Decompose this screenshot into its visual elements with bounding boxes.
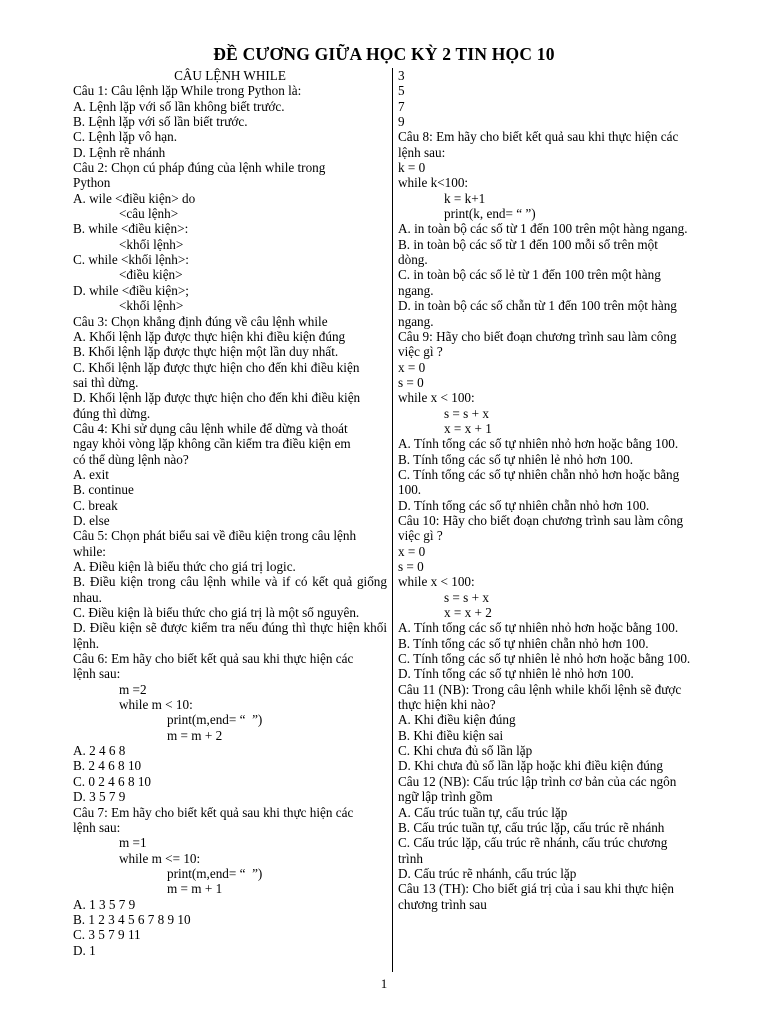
text-line: D. Tính tổng các số tự nhiên lẻ nhỏ hơn 100.	[398, 666, 634, 682]
right-column	[398, 68, 714, 912]
text-line: C. break	[73, 497, 118, 513]
text-line: m = m + 2	[167, 727, 223, 743]
text-line: while:	[73, 543, 106, 559]
text-line: m =2	[119, 681, 147, 697]
text-line: x = x + 1	[444, 420, 492, 436]
text-line: C. 0 2 4 6 8 10	[73, 773, 152, 789]
text-line: B. Tính tổng các số tự nhiên chẵn nhỏ hơn 100.	[398, 635, 649, 651]
text-line: lệnh sau:	[73, 666, 121, 682]
text-line: Câu 8: Em hãy cho biết kết quả sau khi thực hiện các	[398, 129, 679, 145]
text-line: <khối lệnh>	[119, 236, 184, 252]
text-line: C. Khối lệnh lặp được thực hiện cho đến khi điều kiện	[73, 359, 360, 375]
text-line: dòng.	[398, 252, 428, 268]
text-line: Câu 1: Câu lệnh lặp While trong Python là:	[73, 83, 302, 99]
text-line: A. exit	[73, 466, 109, 482]
text-line: D. Lệnh rẽ nhánh	[73, 144, 166, 160]
text-line: A. in toàn bộ các số từ 1 đến 100 trên một hàng ngang.	[398, 221, 688, 237]
text-line: ngay khỏi vòng lặp không cần kiểm tra điều kiện em	[73, 436, 351, 452]
text-line: Câu 4: Khi sử dụng câu lệnh while để dừng và thoát	[73, 420, 348, 436]
text-line: while k<100:	[398, 175, 469, 191]
text-line: 9	[398, 114, 405, 130]
text-line: C. Tính tổng các số tự nhiên lẻ nhỏ hơn hoặc bằng 100.	[398, 651, 691, 667]
text-line: sai thì dừng.	[73, 374, 139, 390]
column-divider	[392, 68, 393, 972]
text-line: C. Tính tổng các số tự nhiên chẵn nhỏ hơn hoặc bằng	[398, 466, 680, 482]
text-line: x = x + 2	[444, 605, 492, 621]
text-line: Câu 11 (NB): Trong câu lệnh while khối lệnh sẽ được	[398, 681, 682, 697]
text-line: A. Cấu trúc tuần tự, cấu trúc lặp	[398, 804, 568, 820]
text-line: B. Tính tổng các số tự nhiên lẻ nhỏ hơn 100.	[398, 451, 634, 467]
text-line: C. Điều kiện là biểu thức cho giá trị là một số nguyên.	[73, 605, 360, 621]
text-line: A. Lệnh lặp với số lần không biết trước.	[73, 98, 285, 114]
text-line: D. 1	[73, 942, 96, 958]
text-line: CÂU LỆNH WHILE	[174, 68, 286, 83]
text-line: trình	[398, 850, 423, 866]
text-line: C. while <khối lệnh>:	[73, 252, 189, 268]
text-line: Câu 12 (NB): Cấu trúc lập trình cơ bản của các ngôn	[398, 773, 677, 789]
text-line: A. Điều kiện là biểu thức cho giá trị logic.	[73, 559, 296, 574]
text-line: s = 0	[398, 559, 424, 574]
text-line: x = 0	[398, 359, 426, 375]
text-line: Câu 10: Hãy cho biết đoạn chương trình sau làm công	[398, 512, 684, 528]
text-line: D. else	[73, 512, 110, 528]
text-line: <điều kiện>	[119, 267, 183, 283]
text-line: B. Điều kiện trong câu lệnh while và if có kết quả giống nhau.	[73, 574, 387, 605]
text-line: A. Khi điều kiện đúng	[398, 712, 516, 728]
text-line: Câu 5: Chọn phát biểu sai về điều kiện trong câu lệnh	[73, 528, 357, 544]
text-line: C. in toàn bộ các số lẻ từ 1 đến 100 trên một hàng	[398, 267, 661, 283]
text-line: k = k+1	[444, 190, 486, 206]
text-line: B. Khi điều kiện sai	[398, 727, 504, 743]
text-line: while x < 100:	[398, 574, 475, 590]
text-line: 3	[398, 68, 405, 83]
text-line: s = s + x	[444, 405, 489, 421]
text-line: while x < 100:	[398, 390, 475, 406]
text-line: A. wile <điều kiện> do	[73, 190, 196, 206]
text-line: B. in toàn bộ các số từ 1 đến 100 mỗi số trên một	[398, 236, 658, 252]
text-line: x = 0	[398, 543, 426, 559]
text-line: B. Cấu trúc tuần tự, cấu trúc lặp, cấu trúc rẽ nhánh	[398, 819, 665, 835]
text-line: lệnh sau:	[73, 819, 121, 835]
text-line: D. Khi chưa đủ số lần lặp hoặc khi điều kiện đúng	[398, 758, 663, 774]
text-line: Câu 7: Em hãy cho biết kết quả sau khi thực hiện các	[73, 804, 354, 820]
text-line: A. Tính tổng các số tự nhiên nhỏ hơn hoặc bằng 100.	[398, 436, 679, 452]
text-line: Câu 3: Chọn khẳng định đúng về câu lệnh while	[73, 313, 328, 329]
text-line: D. Khối lệnh lặp được thực hiện cho đến khi điều kiện	[73, 390, 361, 406]
text-line: việc gì ?	[398, 528, 443, 544]
text-line: m = m + 1	[167, 881, 223, 897]
text-line: C. Lệnh lặp vô hạn.	[73, 129, 178, 145]
text-line: 100.	[398, 482, 422, 498]
text-line: A. 2 4 6 8	[73, 743, 126, 759]
page-title: ĐỀ CƯƠNG GIỮA HỌC KỲ 2 TIN HỌC 10	[213, 44, 555, 64]
text-line: A. Tính tổng các số tự nhiên nhỏ hơn hoặc bằng 100.	[398, 620, 679, 636]
text-line: D. in toàn bộ các số chẵn từ 1 đến 100 trên một hàng	[398, 298, 677, 314]
text-line: m =1	[119, 835, 147, 851]
text-line: Câu 6: Em hãy cho biết kết quả sau khi thực hiện các	[73, 651, 354, 667]
text-line: chương trình sau	[398, 896, 487, 912]
text-line: print(m,end= “ ”)	[167, 865, 263, 881]
left-column	[73, 68, 387, 958]
text-line: D. Điều kiện sẽ được kiểm tra nếu đúng thì thực hiện khối lệnh.	[73, 620, 387, 651]
text-line: B. 2 4 6 8 10	[73, 758, 142, 774]
text-line: s = 0	[398, 374, 424, 390]
text-line: việc gì ?	[398, 344, 443, 360]
text-line: print(k, end= “ ”)	[444, 206, 536, 222]
text-line: B. 1 2 3 4 5 6 7 8 9 10	[73, 911, 191, 927]
text-line: while m < 10:	[119, 697, 193, 713]
text-line: D. Cấu trúc rẽ nhánh, cấu trúc lặp	[398, 865, 577, 881]
text-line: k = 0	[398, 160, 426, 176]
text-line: D. while <điều kiện>;	[73, 282, 189, 298]
text-line: A. Khối lệnh lặp được thực hiện khi điều kiện đúng	[73, 328, 346, 344]
text-line: Câu 2: Chọn cú pháp đúng của lệnh while trong	[73, 160, 326, 176]
text-line: đúng thì dừng.	[73, 405, 151, 421]
text-line: <khối lệnh>	[119, 298, 184, 314]
text-line: ngang.	[398, 282, 434, 298]
text-line: 5	[398, 83, 405, 99]
text-line: C. Cấu trúc lặp, cấu trúc rẽ nhánh, cấu trúc chương	[398, 835, 668, 851]
text-line: B. Khối lệnh lặp được thực hiện một lần duy nhất.	[73, 344, 339, 360]
page-number: 1	[380, 976, 388, 991]
text-line: có thể dùng lệnh nào?	[73, 451, 189, 467]
text-line: print(m,end= “ ”)	[167, 712, 263, 728]
text-line: ngữ lập trình gồm	[398, 789, 493, 805]
text-line: 7	[398, 98, 405, 114]
text-line: C. 3 5 7 9 11	[73, 927, 141, 943]
text-line: C. Khi chưa đủ số lần lặp	[398, 743, 533, 759]
text-line: B. Lệnh lặp với số lần biết trước.	[73, 114, 248, 130]
text-line: Python	[73, 175, 111, 191]
text-line: Câu 9: Hãy cho biết đoạn chương trình sau làm công	[398, 328, 677, 344]
text-line: thực hiện khi nào?	[398, 697, 496, 713]
text-line: B. continue	[73, 482, 134, 498]
text-line: while m <= 10:	[119, 850, 201, 866]
text-line: B. while <điều kiện>:	[73, 221, 189, 237]
text-line: D. 3 5 7 9	[73, 789, 126, 805]
text-line: ngang.	[398, 313, 434, 329]
text-line: s = s + x	[444, 589, 489, 605]
text-line: lệnh sau:	[398, 144, 446, 160]
text-line: A. 1 3 5 7 9	[73, 896, 136, 912]
text-line: D. Tính tổng các số tự nhiên chẵn nhỏ hơn 100.	[398, 497, 650, 513]
text-line: Câu 13 (TH): Cho biết giá trị của i sau khi thực hiện	[398, 881, 674, 897]
text-line: <câu lệnh>	[119, 206, 179, 222]
